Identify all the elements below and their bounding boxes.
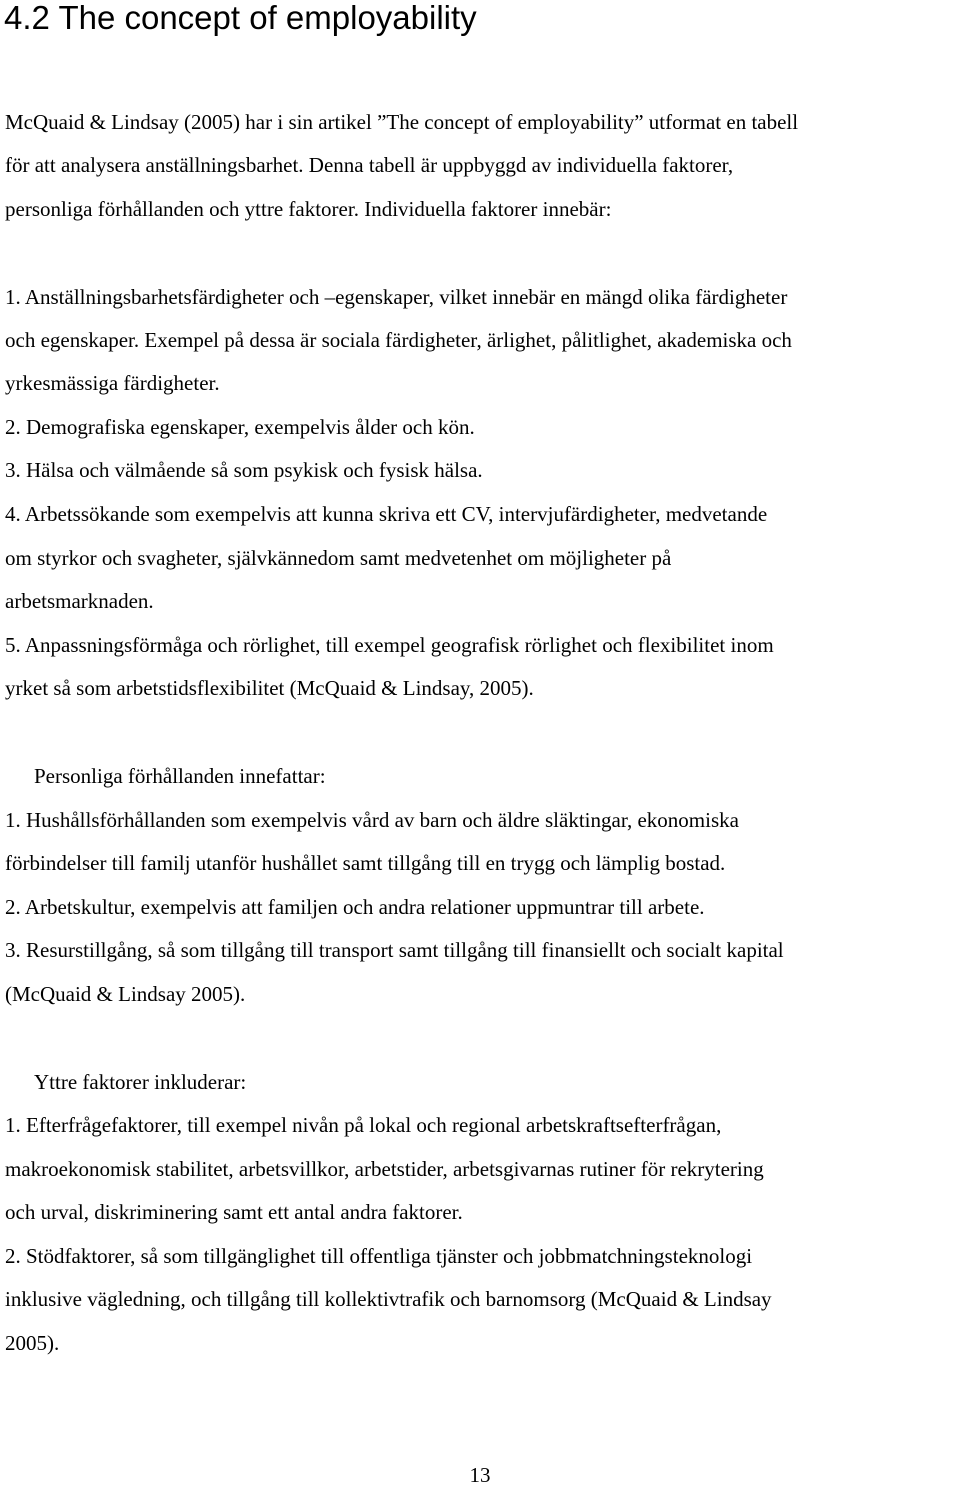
personal-circumstance-line: (McQuaid & Lindsay 2005). [5, 982, 246, 1006]
individual-factor-line: yrkesmässiga färdigheter. [5, 371, 220, 395]
external-factor-line: makroekonomisk stabilitet, arbetsvillkor, arbetstider, arbetsgivarnas rutiner för rekrytering [5, 1157, 764, 1181]
intro-line: personliga förhållanden och yttre faktorer. Individuella faktorer innebär: [5, 197, 612, 221]
personal-circumstance-line: 2. Arbetskultur, exempelvis att familjen och andra relationer uppmuntrar till arbete. [5, 895, 705, 919]
individual-factor-line: om styrkor och svagheter, självkännedom samt medvetenhet om möjligheter på [5, 546, 672, 570]
personal-circumstance-line: 3. Resurstillgång, så som tillgång till transport samt tillgång till finansiellt och socialt kapital [5, 938, 784, 962]
external-factor-line: 2. Stödfaktorer, så som tillgänglighet till offentliga tjänster och jobbmatchningsteknologi [5, 1244, 753, 1268]
individual-factor-line: yrket så som arbetstidsflexibilitet (McQuaid & Lindsay, 2005). [5, 676, 534, 700]
individual-factor-line: och egenskaper. Exempel på dessa är sociala färdigheter, ärlighet, pålitlighet, akademiska och [5, 328, 792, 352]
external-factor-line: och urval, diskriminering samt ett antal andra faktorer. [5, 1200, 463, 1224]
external-factors-heading: Yttre faktorer inkluderar: [34, 1070, 247, 1094]
individual-factor-line: 2. Demografiska egenskaper, exempelvis ålder och kön. [5, 415, 475, 439]
personal-circumstance-line: förbindelser till familj utanför hushållet samt tillgång till en trygg och lämplig bostad. [5, 851, 726, 875]
individual-factor-line: 1. Anställningsbarhetsfärdigheter och –egenskaper, vilket innebär en mängd olika färdigheter [5, 285, 788, 309]
personal-circumstances-heading: Personliga förhållanden innefattar: [34, 764, 326, 788]
page-number: 13 [469, 1463, 491, 1487]
intro-line: för att analysera anställningsbarhet. Denna tabell är uppbyggd av individuella faktorer, [5, 153, 734, 177]
personal-circumstance-line: 1. Hushållsförhållanden som exempelvis vård av barn och äldre släktingar, ekonomiska [5, 808, 739, 832]
section-heading: 4.2 The concept of employability [4, 0, 477, 36]
external-factor-line: 2005). [5, 1331, 60, 1355]
external-factor-line: inklusive vägledning, och tillgång till kollektivtrafik och barnomsorg (McQuaid & Lindsay [5, 1287, 772, 1311]
external-factor-line: 1. Efterfrågefaktorer, till exempel nivån på lokal och regional arbetskraftsefterfrågan, [5, 1113, 722, 1137]
individual-factor-line: 4. Arbetssökande som exempelvis att kunna skriva ett CV, intervjufärdigheter, medvetande [5, 502, 768, 526]
intro-line: McQuaid & Lindsay (2005) har i sin artikel ”The concept of employability” utformat en tabell [5, 110, 799, 134]
individual-factor-line: arbetsmarknaden. [5, 589, 154, 613]
individual-factor-line: 5. Anpassningsförmåga och rörlighet, till exempel geografisk rörlighet och flexibilitet inom [5, 633, 774, 657]
individual-factor-line: 3. Hälsa och välmående så som psykisk och fysisk hälsa. [5, 458, 483, 482]
